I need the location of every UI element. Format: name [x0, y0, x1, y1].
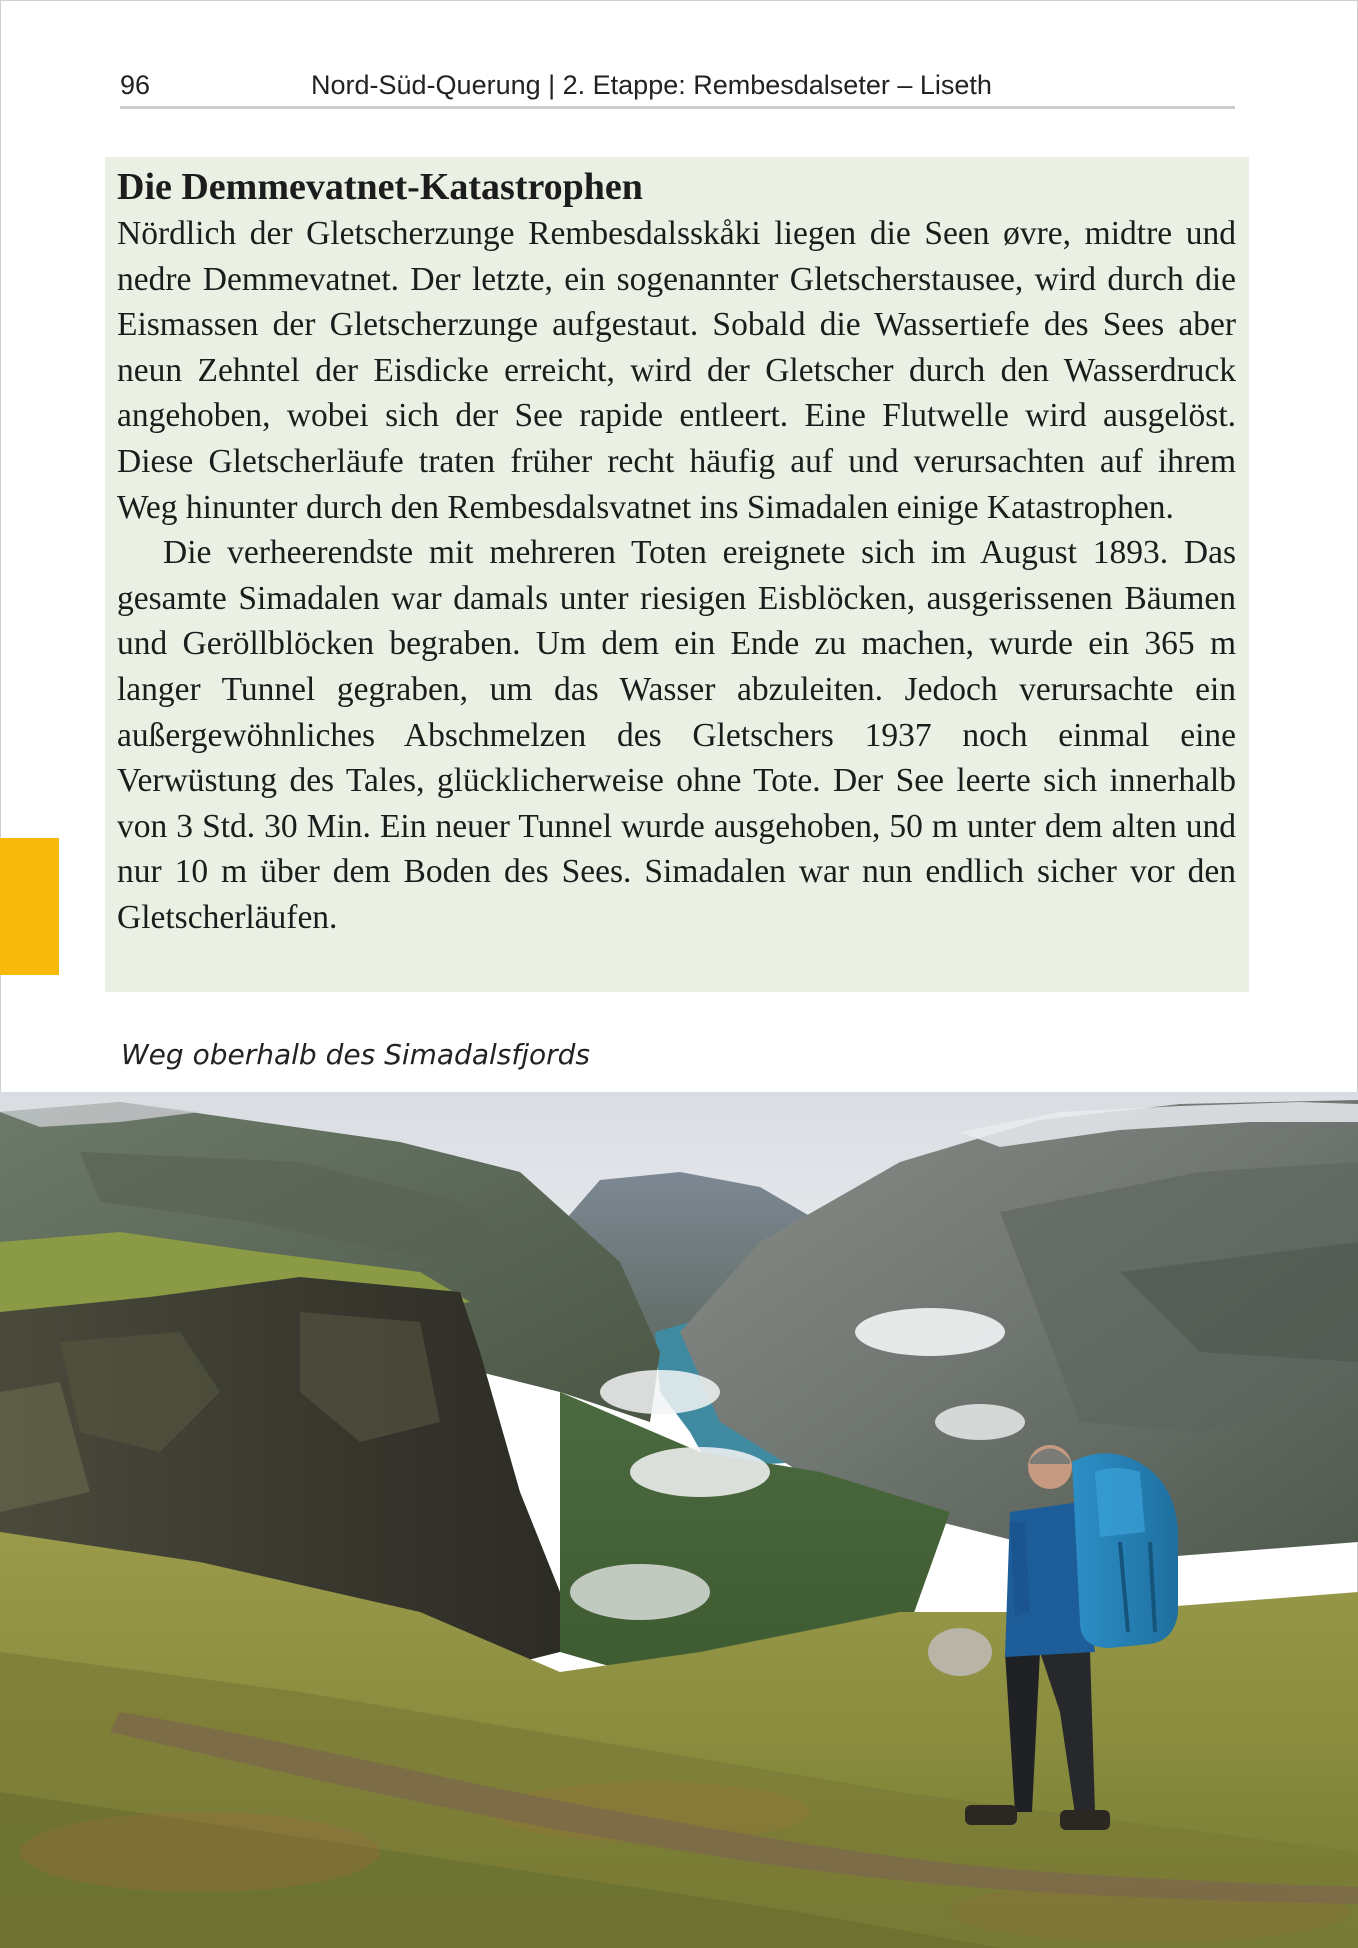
- info-box-paragraph-1: Nördlich der Gletscherzunge Rembesdalsskåki liegen die Seen øvre, midtre und nedre Demmevatnet. Der letzte, ein sogenannter Gletscherstausee, wird durch die Eismassen der Gletscherzunge aufgestaut. Sobald die Wassertiefe des Sees aber neun Zehntel der Eisdicke erreicht, wird der Gletscher durch den Wasserdruck angehoben, wobei sich der See rapide entleert. Eine Flutwelle wird ausgelöst. Diese Gletscherläufe traten früher recht häufig auf und verursachten auf ihrem Weg hinunter durch den Rembesdalsvatnet ins Simadalen einige Katastrophen.: [117, 215, 1236, 526]
- info-box-paragraph-2: Die verheerendste mit mehreren Toten ereignete sich im August 1893. Das gesamte Simadalen war damals unter riesigen Eisblöcken, ausgerissenen Bäumen und Geröllblöcken begraben. Um dem ein Ende zu machen, wurde ein 365 m langer Tunnel gegraben, um das Wasser abzuleiten. Jedoch verursachte ein außergewöhnliches Abschmelzen des Gletschers 1937 noch einmal eine Verwüstung des Tales, glücklicherweise ohne Tote. Der See leerte sich innerhalb von 3 Std. 30 Min. Ein neuer Tunnel wurde ausgehoben, 50 m unter dem alten und nur 10 m über dem Boden des Sees. Simadalen war nun endlich sicher vor den Gletscherläufen.: [117, 534, 1236, 936]
- running-title: Nord-Süd-Querung | 2. Etappe: Rembesdalseter – Liseth: [311, 70, 992, 100]
- landscape-photo: [0, 1092, 1358, 1948]
- info-box-text: [117, 163, 1236, 941]
- running-header: [120, 68, 1235, 109]
- info-box-title: Die Demmevatnet-Katastrophen: [117, 166, 643, 208]
- info-box: [105, 157, 1249, 992]
- page-number: 96: [120, 70, 151, 100]
- chapter-thumb-tab: [0, 838, 59, 975]
- landscape-illustration: [0, 1092, 1358, 1948]
- photo-caption: Weg oberhalb des Simadalsfjords: [121, 1038, 590, 1071]
